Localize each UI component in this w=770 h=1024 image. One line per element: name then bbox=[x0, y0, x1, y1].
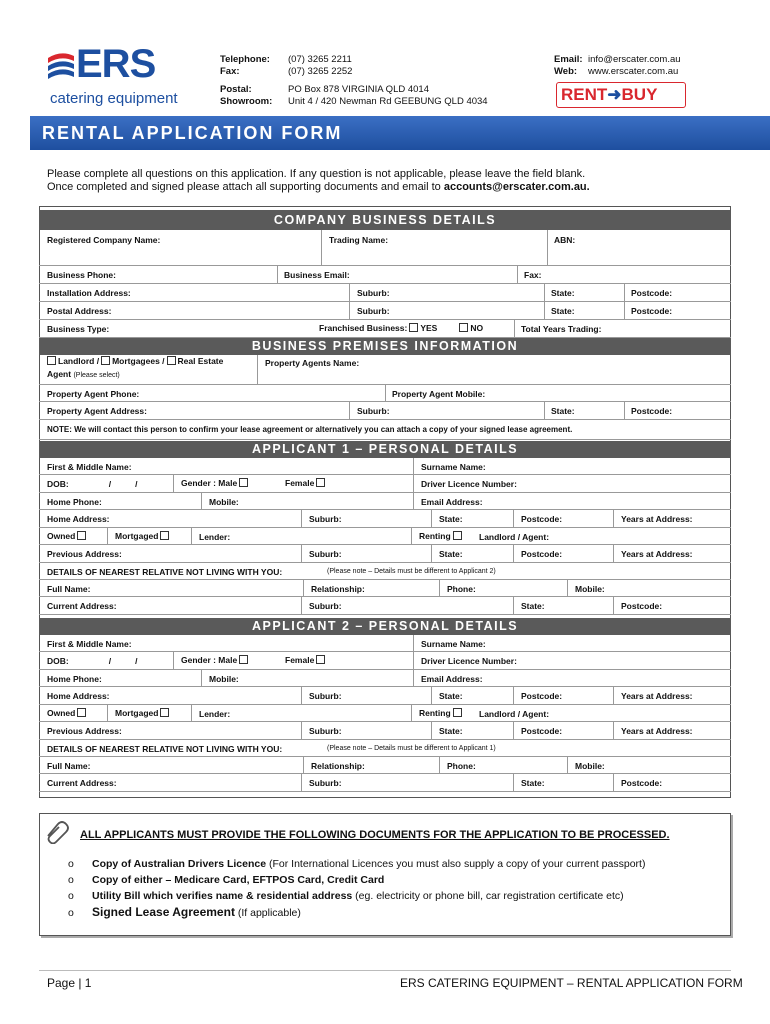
divider bbox=[301, 510, 302, 528]
business-type-field[interactable]: Business Type: bbox=[47, 324, 110, 334]
previous-address-field[interactable]: Previous Address: bbox=[47, 549, 122, 559]
divider bbox=[413, 458, 414, 475]
years-at-address-field[interactable]: Years at Address: bbox=[621, 514, 693, 524]
divider bbox=[301, 597, 302, 615]
dob-separator: / bbox=[135, 656, 138, 666]
previous-address-row bbox=[39, 545, 731, 563]
phone-row bbox=[39, 670, 731, 687]
licence-number-field[interactable]: Driver Licence Number: bbox=[421, 479, 517, 489]
renting-checkbox[interactable] bbox=[453, 708, 462, 717]
current-address-field[interactable]: Current Address: bbox=[47, 601, 117, 611]
divider bbox=[613, 510, 614, 528]
divider bbox=[613, 545, 614, 563]
surname-field[interactable]: Surname Name: bbox=[421, 462, 486, 472]
installation-address-field[interactable]: Installation Address: bbox=[47, 288, 131, 298]
divider bbox=[257, 355, 258, 385]
renting-label: Renting bbox=[419, 531, 451, 541]
company-row-5 bbox=[39, 320, 731, 338]
tenure-row bbox=[39, 705, 731, 722]
web-value: www.erscater.com.au bbox=[588, 66, 679, 77]
divider bbox=[411, 528, 412, 545]
postcode-field[interactable]: Postcode: bbox=[521, 726, 563, 736]
postcode-field[interactable]: Postcode: bbox=[631, 288, 673, 298]
state-field[interactable]: State: bbox=[521, 601, 545, 611]
gender-female-option bbox=[285, 478, 327, 488]
business-email-field[interactable]: Business Email: bbox=[284, 270, 350, 280]
agent-phone-field[interactable]: Property Agent Phone: bbox=[47, 389, 140, 399]
first-name-row bbox=[39, 635, 731, 652]
owned-checkbox[interactable] bbox=[77, 531, 86, 540]
doc-item-2 bbox=[68, 874, 384, 886]
divider bbox=[544, 284, 545, 302]
postal-value: PO Box 878 VIRGINIA QLD 4014 bbox=[288, 84, 429, 95]
mortgaged-checkbox[interactable] bbox=[160, 708, 169, 717]
divider bbox=[413, 635, 414, 652]
home-phone-field[interactable]: Home Phone: bbox=[47, 674, 102, 684]
female-checkbox[interactable] bbox=[316, 655, 325, 664]
real-estate-label: Real Estate bbox=[177, 356, 224, 366]
mortgagees-checkbox[interactable] bbox=[101, 356, 110, 365]
postcode-field[interactable]: Postcode: bbox=[521, 691, 563, 701]
section-applicant-1: APPLICANT 1 – PERSONAL DETAILS bbox=[39, 441, 731, 458]
current-address-row bbox=[39, 597, 731, 615]
divider bbox=[431, 510, 432, 528]
divider bbox=[544, 402, 545, 420]
no-checkbox[interactable] bbox=[459, 323, 468, 332]
doc-item-title: Signed Lease Agreement bbox=[92, 905, 235, 919]
email-address-field[interactable]: Email Address: bbox=[421, 674, 483, 684]
dob-separator: / bbox=[135, 479, 138, 489]
divider bbox=[547, 230, 548, 266]
state-field[interactable]: State: bbox=[551, 306, 575, 316]
registered-name-field[interactable]: Registered Company Name: bbox=[47, 235, 161, 245]
state-field[interactable]: State: bbox=[439, 549, 463, 559]
years-at-address-field[interactable]: Years at Address: bbox=[621, 691, 693, 701]
phone-row bbox=[39, 493, 731, 510]
gender-male-label: Gender : Male bbox=[181, 655, 238, 665]
suburb-field[interactable]: Suburb: bbox=[309, 549, 342, 559]
gender-male-option bbox=[181, 655, 250, 665]
gender-male-label: Gender : Male bbox=[181, 478, 238, 488]
postcode-field[interactable]: Postcode: bbox=[521, 514, 563, 524]
email-value: info@erscater.com.au bbox=[588, 54, 681, 65]
divider bbox=[349, 302, 350, 320]
abn-field[interactable]: ABN: bbox=[554, 235, 576, 245]
home-address-field[interactable]: Home Address: bbox=[47, 514, 110, 524]
footer-title: ERS CATERING EQUIPMENT – RENTAL APPLICATION FORM bbox=[400, 976, 743, 990]
postcode-field[interactable]: Postcode: bbox=[621, 778, 663, 788]
doc-item-detail: (For International Licences you must also supply a copy of your current passport) bbox=[266, 858, 646, 870]
divider bbox=[191, 705, 192, 722]
intro-text: Once completed and signed please attach all supporting documents and email to bbox=[47, 181, 444, 193]
doc-item-title: Utility Bill which verifies name & residential address bbox=[92, 890, 353, 902]
divider bbox=[385, 385, 386, 402]
showroom-label: Showroom: bbox=[220, 96, 273, 107]
relative-phone-field[interactable]: Phone: bbox=[447, 761, 476, 771]
accounts-email-link[interactable]: accounts@erscater.com.au. bbox=[443, 181, 590, 193]
owned-label: Owned bbox=[47, 531, 76, 541]
suburb-field[interactable]: Suburb: bbox=[357, 406, 390, 416]
gender-female-option bbox=[285, 655, 327, 665]
first-middle-name-field[interactable]: First & Middle Name: bbox=[47, 462, 132, 472]
divider bbox=[514, 320, 515, 338]
doc-item-detail: (eg. electricity or phone bill, car registration certificate etc) bbox=[352, 890, 624, 902]
premises-row-3 bbox=[39, 402, 731, 420]
relationship-field[interactable]: Relationship: bbox=[311, 584, 365, 594]
divider bbox=[513, 597, 514, 615]
dob-label: DOB: bbox=[47, 656, 69, 666]
renting-label: Renting bbox=[419, 708, 451, 718]
postcode-field[interactable]: Postcode: bbox=[631, 306, 673, 316]
divider bbox=[191, 528, 192, 545]
company-row-1 bbox=[39, 230, 731, 266]
suburb-field[interactable]: Suburb: bbox=[309, 601, 342, 611]
suburb-field[interactable]: Suburb: bbox=[309, 778, 342, 788]
home-address-row bbox=[39, 687, 731, 705]
doc-item-1 bbox=[68, 858, 645, 870]
rent-text: RENT bbox=[561, 85, 608, 104]
owned-option bbox=[47, 531, 88, 541]
doc-item-detail: (If applicable) bbox=[234, 907, 301, 919]
web-block bbox=[554, 54, 681, 78]
female-label: Female bbox=[285, 655, 315, 665]
section-premises: BUSINESS PREMISES INFORMATION bbox=[39, 338, 731, 355]
state-field[interactable]: State: bbox=[521, 778, 545, 788]
divider bbox=[301, 545, 302, 563]
company-row-4 bbox=[39, 302, 731, 320]
divider bbox=[413, 652, 414, 670]
divider bbox=[613, 687, 614, 705]
divider bbox=[513, 774, 514, 792]
divider bbox=[439, 757, 440, 774]
renting-checkbox[interactable] bbox=[453, 531, 462, 540]
divider bbox=[439, 580, 440, 597]
divider bbox=[107, 705, 108, 722]
doc-item-title: Copy of either – Medicare Card, EFTPOS Card, Credit Card bbox=[92, 874, 385, 886]
current-address-row bbox=[39, 774, 731, 792]
relative-heading: DETAILS OF NEAREST RELATIVE NOT LIVING WITH YOU: bbox=[47, 744, 283, 754]
home-address-field[interactable]: Home Address: bbox=[47, 691, 110, 701]
divider bbox=[349, 402, 350, 420]
previous-address-field[interactable]: Previous Address: bbox=[47, 726, 122, 736]
agents-name-field[interactable]: Property Agents Name: bbox=[265, 358, 360, 368]
postcode-field[interactable]: Postcode: bbox=[621, 601, 663, 611]
divider bbox=[567, 757, 568, 774]
arrow-icon: ➜ bbox=[607, 85, 622, 104]
dob-separator: / bbox=[108, 479, 112, 489]
divider bbox=[613, 597, 614, 615]
company-row-3 bbox=[39, 284, 731, 302]
web-label: Web: bbox=[554, 66, 578, 77]
business-fax-field[interactable]: Fax: bbox=[524, 270, 542, 280]
dob-label: DOB: bbox=[47, 479, 69, 489]
business-phone-field[interactable]: Business Phone: bbox=[47, 270, 116, 280]
email-label: Email: bbox=[554, 54, 583, 65]
premises-note-row bbox=[39, 420, 731, 440]
relative-name-row bbox=[39, 580, 731, 597]
dob-field[interactable] bbox=[47, 479, 137, 489]
divider bbox=[513, 722, 514, 740]
divider bbox=[349, 284, 350, 302]
lender-field[interactable]: Lender: bbox=[199, 532, 231, 542]
state-field[interactable]: State: bbox=[439, 514, 463, 524]
trading-name-field[interactable]: Trading Name: bbox=[329, 235, 389, 245]
premises-row-1 bbox=[39, 355, 731, 385]
dob-field[interactable] bbox=[47, 656, 137, 666]
years-at-address-field[interactable]: Years at Address: bbox=[621, 726, 693, 736]
page-title: RENTAL APPLICATION FORM bbox=[42, 123, 343, 143]
lender-field[interactable]: Lender: bbox=[199, 709, 231, 719]
yes-label: YES bbox=[420, 323, 438, 333]
bullet: o bbox=[68, 890, 74, 902]
contact-block bbox=[220, 54, 488, 108]
divider bbox=[303, 757, 304, 774]
bullet: o bbox=[68, 874, 74, 886]
relative-mobile-field[interactable]: Mobile: bbox=[575, 584, 605, 594]
documents-heading: ALL APPLICANTS MUST PROVIDE THE FOLLOWING DOCUMENTS FOR THE APPLICATION TO BE PROCESSED. bbox=[80, 829, 670, 841]
relative-mobile-field[interactable]: Mobile: bbox=[575, 761, 605, 771]
yes-checkbox[interactable] bbox=[409, 323, 418, 332]
relative-heading: DETAILS OF NEAREST RELATIVE NOT LIVING WITH YOU: bbox=[47, 567, 283, 577]
agent-mobile-field[interactable]: Property Agent Mobile: bbox=[392, 389, 486, 399]
suburb-field[interactable]: Suburb: bbox=[357, 288, 390, 298]
franchised-field bbox=[319, 323, 483, 333]
relative-heading-row bbox=[39, 563, 731, 580]
landlord-agent-field[interactable]: Landlord / Agent: bbox=[479, 532, 550, 542]
mobile-field[interactable]: Mobile: bbox=[209, 497, 239, 507]
years-at-address-field[interactable]: Years at Address: bbox=[621, 549, 693, 559]
divider bbox=[173, 652, 174, 670]
divider bbox=[173, 475, 174, 493]
paperclip-icon bbox=[44, 820, 74, 844]
relative-phone-field[interactable]: Phone: bbox=[447, 584, 476, 594]
doc-item-3 bbox=[68, 890, 624, 902]
suburb-field[interactable]: Suburb: bbox=[309, 691, 342, 701]
mortgaged-checkbox[interactable] bbox=[160, 531, 169, 540]
licence-number-field[interactable]: Driver Licence Number: bbox=[421, 656, 517, 666]
state-field[interactable]: State: bbox=[551, 288, 575, 298]
agent-type-options bbox=[45, 356, 223, 366]
divider bbox=[613, 722, 614, 740]
divider bbox=[431, 545, 432, 563]
gender-male-option bbox=[181, 478, 250, 488]
tenure-row bbox=[39, 528, 731, 545]
renting-option bbox=[419, 708, 464, 718]
mortgaged-label: Mortgaged bbox=[115, 531, 159, 541]
dob-separator: / bbox=[108, 656, 112, 666]
state-field[interactable]: State: bbox=[551, 406, 575, 416]
fax-label: Fax: bbox=[220, 66, 240, 77]
mortgaged-option bbox=[115, 708, 171, 718]
landlord-checkbox[interactable] bbox=[47, 356, 56, 365]
surname-field[interactable]: Surname Name: bbox=[421, 639, 486, 649]
divider bbox=[107, 528, 108, 545]
landlord-label: Landlord / bbox=[58, 356, 100, 366]
postal-label: Postal: bbox=[220, 84, 252, 95]
logo-subtitle: catering equipment bbox=[50, 90, 178, 107]
suburb-field[interactable]: Suburb: bbox=[357, 306, 390, 316]
total-years-field[interactable]: Total Years Trading: bbox=[521, 324, 602, 334]
agent-label-line bbox=[47, 369, 120, 379]
postcode-field[interactable]: Postcode: bbox=[521, 549, 563, 559]
no-label: NO bbox=[470, 323, 484, 333]
franchised-label: Franchised Business: bbox=[319, 323, 408, 333]
relative-note: (Please note – Details must be different to Applicant 1) bbox=[327, 745, 496, 752]
relative-heading-row bbox=[39, 740, 731, 757]
section-company: COMPANY BUSINESS DETAILS bbox=[39, 210, 731, 230]
bullet: o bbox=[68, 858, 74, 870]
fax-value: (07) 3265 2252 bbox=[288, 66, 353, 77]
female-label: Female bbox=[285, 478, 315, 488]
email-address-field[interactable]: Email Address: bbox=[421, 497, 483, 507]
landlord-agent-field[interactable]: Landlord / Agent: bbox=[479, 709, 550, 719]
divider bbox=[517, 266, 518, 284]
male-checkbox[interactable] bbox=[239, 478, 248, 487]
divider bbox=[613, 774, 614, 792]
showroom-value: Unit 4 / 420 Newman Rd GEEBUNG QLD 4034 bbox=[288, 96, 488, 107]
state-field[interactable]: State: bbox=[439, 691, 463, 701]
relative-full-name-field[interactable]: Full Name: bbox=[47, 584, 91, 594]
owned-label: Owned bbox=[47, 708, 76, 718]
renting-option bbox=[419, 531, 464, 541]
dob-row bbox=[39, 652, 731, 670]
current-address-field[interactable]: Current Address: bbox=[47, 778, 117, 788]
male-checkbox[interactable] bbox=[239, 655, 248, 664]
bullet: o bbox=[68, 907, 74, 919]
mobile-field[interactable]: Mobile: bbox=[209, 674, 239, 684]
previous-address-row bbox=[39, 722, 731, 740]
divider bbox=[303, 580, 304, 597]
divider bbox=[301, 774, 302, 792]
divider bbox=[431, 687, 432, 705]
relative-full-name-field[interactable]: Full Name: bbox=[47, 761, 91, 771]
postal-address-field[interactable]: Postal Address: bbox=[47, 306, 112, 316]
divider bbox=[201, 670, 202, 687]
suburb-field[interactable]: Suburb: bbox=[309, 726, 342, 736]
agent-label: Agent bbox=[47, 369, 72, 379]
divider bbox=[513, 545, 514, 563]
footer-divider bbox=[39, 970, 731, 971]
divider bbox=[431, 722, 432, 740]
divider bbox=[513, 510, 514, 528]
divider bbox=[413, 475, 414, 493]
doc-item-title: Copy of Australian Drivers Licence bbox=[92, 858, 267, 870]
postcode-field[interactable]: Postcode: bbox=[631, 406, 673, 416]
doc-item-4 bbox=[68, 905, 301, 919]
premises-note: NOTE: We will contact this person to confirm your lease agreement or alternatively you can attach a copy of your signed lease agreement. bbox=[47, 425, 573, 434]
home-phone-field[interactable]: Home Phone: bbox=[47, 497, 102, 507]
divider bbox=[413, 670, 414, 687]
divider bbox=[411, 705, 412, 722]
agent-address-field[interactable]: Property Agent Address: bbox=[47, 406, 147, 416]
divider bbox=[413, 493, 414, 510]
first-name-row bbox=[39, 458, 731, 475]
divider bbox=[321, 230, 322, 266]
divider bbox=[277, 266, 278, 284]
divider bbox=[201, 493, 202, 510]
logo-text: ERS bbox=[76, 42, 156, 86]
relative-note: (Please note – Details must be different to Applicant 2) bbox=[327, 568, 496, 575]
suburb-field[interactable]: Suburb: bbox=[309, 514, 342, 524]
page-number: Page | 1 bbox=[47, 976, 92, 990]
intro-line-1: Please complete all questions on this application. If any question is not applicable, please leave the field blank. bbox=[47, 168, 586, 180]
premises-row-2 bbox=[39, 385, 731, 402]
buy-text: BUY bbox=[621, 85, 658, 104]
mortgaged-option bbox=[115, 531, 171, 541]
mortgagees-label: Mortgagees / bbox=[112, 356, 165, 366]
rent-to-buy-logo bbox=[556, 82, 686, 108]
telephone-value: (07) 3265 2211 bbox=[288, 54, 352, 65]
divider bbox=[544, 302, 545, 320]
female-checkbox[interactable] bbox=[316, 478, 325, 487]
divider bbox=[624, 302, 625, 320]
divider bbox=[624, 402, 625, 420]
state-field[interactable]: State: bbox=[439, 726, 463, 736]
divider bbox=[567, 580, 568, 597]
telephone-label: Telephone: bbox=[220, 54, 270, 65]
home-address-row bbox=[39, 510, 731, 528]
relative-name-row bbox=[39, 757, 731, 774]
owned-option bbox=[47, 708, 88, 718]
intro-line-2 bbox=[47, 181, 590, 193]
please-select-note: (Please select) bbox=[73, 372, 120, 379]
divider bbox=[624, 284, 625, 302]
owned-checkbox[interactable] bbox=[77, 708, 86, 717]
real-estate-checkbox[interactable] bbox=[167, 356, 176, 365]
divider bbox=[301, 722, 302, 740]
divider bbox=[301, 687, 302, 705]
dob-row bbox=[39, 475, 731, 493]
divider bbox=[513, 687, 514, 705]
relationship-field[interactable]: Relationship: bbox=[311, 761, 365, 771]
first-middle-name-field[interactable]: First & Middle Name: bbox=[47, 639, 132, 649]
mortgaged-label: Mortgaged bbox=[115, 708, 159, 718]
company-row-2 bbox=[39, 266, 731, 284]
section-applicant-2: APPLICANT 2 – PERSONAL DETAILS bbox=[39, 618, 731, 635]
flag-swoosh-icon bbox=[46, 48, 76, 88]
